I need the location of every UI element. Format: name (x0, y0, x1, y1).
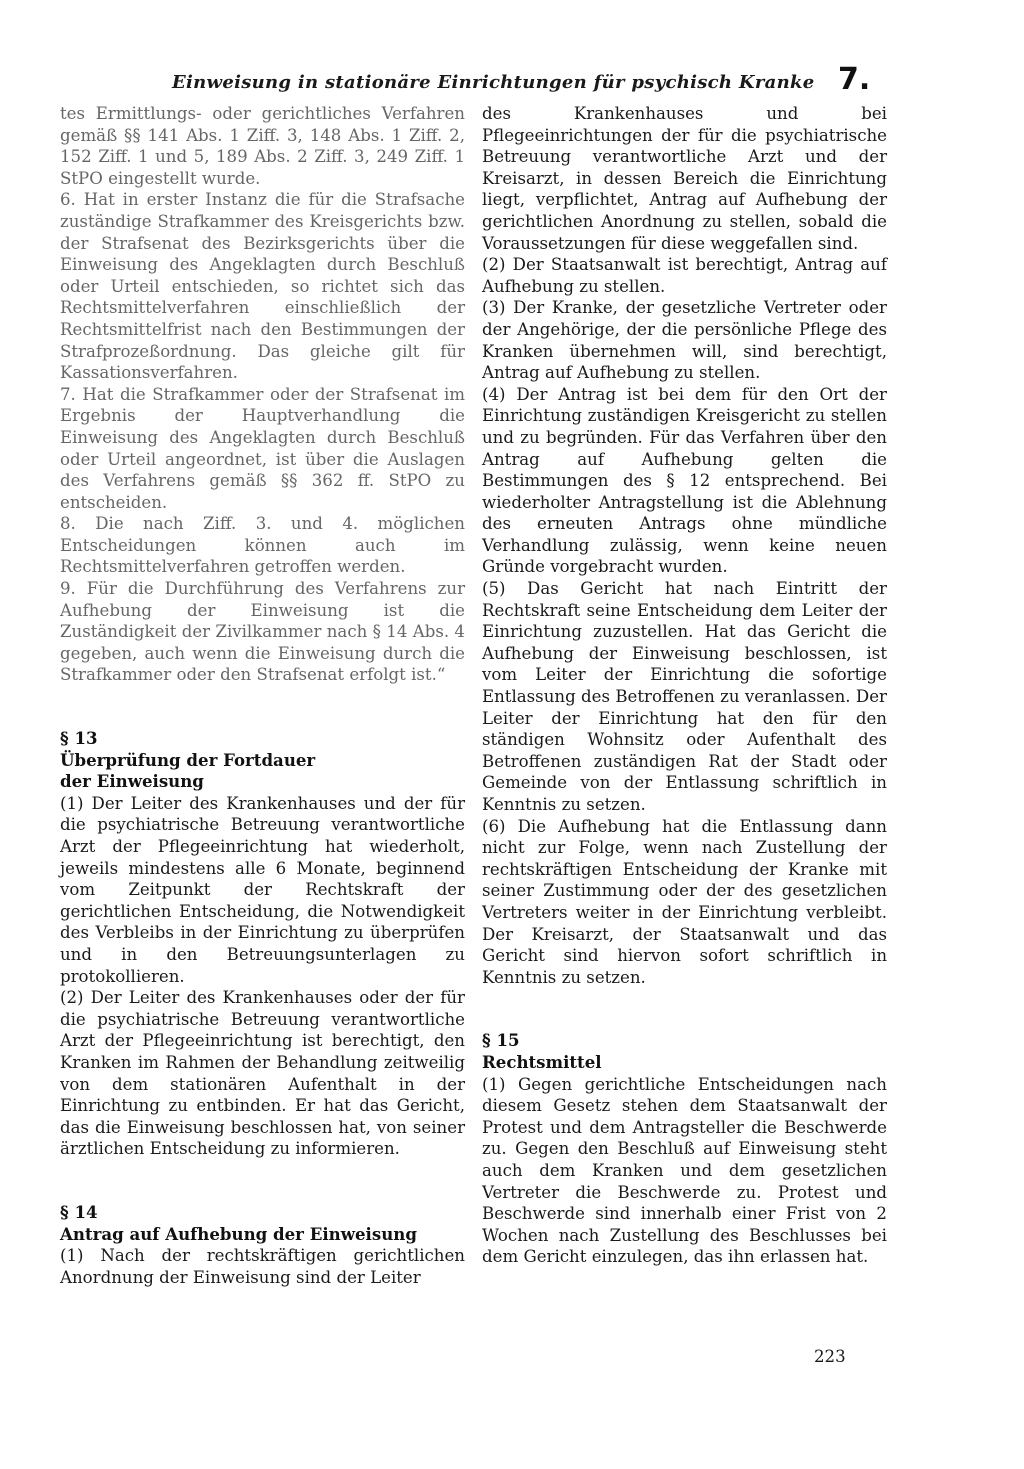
section-14-continued (482, 103, 887, 988)
section-paragraph: (1) Gegen gerichtliche Entscheidungen nach diesem Gesetz stehen dem Staatsanwalt der Protest und dem Antragsteller die Beschwerde zu. Gegen den Beschluß auf Einweisung steht auch dem Kranken und dem gesetzlichen Vertreter die Beschwerde zu. Protest und Beschwerde sind innerhalb einer Frist von 2 Wochen nach Zustellung des Beschlusses bei dem Gericht einzulegen, das ihn erlassen hat. (482, 1074, 887, 1267)
quoted-paragraph: tes Ermittlungs- oder gerichtliches Verfahren gemäß §§ 141 Abs. 1 Ziff. 3, 148 Abs. 1 Ziff. 2, 152 Ziff. 1 und 5, 189 Abs. 2 Ziff. 3, 249 Ziff. 1 StPO eingestellt wurde. (60, 104, 465, 188)
section-paragraph: des Krankenhauses und bei Pflegeeinrichtungen der für die psychiatrische Betreuung verantwortliche Arzt und der Kreisarzt, in dessen Bereich die Einrichtung liegt, verpflichtet, Antrag auf Aufhebung der gerichtlichen Anordnung zu stellen, sobald die Voraussetzungen für diese weggefallen sind. (482, 104, 887, 253)
page-number: 223 (814, 1347, 846, 1366)
running-header (0, 62, 1024, 108)
section-title: Überprüfung der Fortdauer (60, 749, 316, 770)
section-title: der Einweisung (60, 771, 204, 792)
quoted-paragraph: 6. Hat in erster Instanz die für die Strafsache zuständige Strafkammer des Kreisgerichts bzw. der Strafsenat des Bezirksgerichts über die Einweisung des Angeklagten durch Beschluß oder Urteil entschieden, so richtet sich das Rechtsmittelverfahren einschließlich der Rechtsmittelfrist nach den Bestimmungen der Strafprozeßordnung. Das gleiche gilt für Kassationsverfahren. (60, 190, 465, 383)
section-paragraph: (5) Das Gericht hat nach Eintritt der Rechtskraft seine Entscheidung dem Leiter der Einrichtung zuzustellen. Hat das Gericht die Aufhebung der Einweisung beschlossen, ist vom Leiter der Einrichtung die sofortige Entlassung des Betroffenen zu veranlassen. Der Leiter der Einrichtung hat den für den ständigen Wohnsitz oder Aufenthalt des Betroffenen zuständigen Rat der Stadt oder Gemeinde von der Entlassung schriftlich in Kenntnis zu setzen. (482, 579, 887, 814)
section-paragraph: (4) Der Antrag ist bei dem für den Ort der Einrichtung zuständigen Kreisgericht zu stellen und zu begründen. Für das Verfahren über den Antrag auf Aufhebung gelten die Bestimmungen des § 12 entsprechend. Bei wiederholter Antragstellung ist die Ablehnung des erneuten Antrags ohne mündliche Verhandlung zulässig, wenn keine neuen Gründe vorgebracht wurden. (482, 384, 887, 577)
section-13 (60, 728, 465, 1160)
quoted-paragraph: 9. Für die Durchführung des Verfahrens zur Aufhebung der Einweisung ist die Zuständigkeit der Zivilkammer nach § 14 Abs. 4 gegeben, auch wenn die Einweisung durch die Strafkammer oder den Strafsenat erfolgt ist.“ (60, 579, 465, 685)
section-paragraph: (6) Die Aufhebung hat die Entlassung dann nicht zur Folge, wenn nach Zustellung der rechtskräftigen Entscheidung der Kranke mit seiner Zustimmung oder der des gesetzlichen Vertreters weiter in der Einrichtung verbleibt. Der Kreisarzt, der Staatsanwalt und das Gericht sind hiervon sofort schriftlich in Kenntnis zu setzen. (482, 816, 887, 987)
section-number: § 13 (60, 728, 98, 749)
section-paragraph: (3) Der Kranke, der gesetzliche Vertreter oder der Angehörige, der die persönliche Pflege des Kranken übernehmen will, sind berechtigt, Antrag auf Aufhebung zu stellen. (482, 298, 887, 383)
left-column (60, 103, 465, 1288)
section-paragraph: (1) Der Leiter des Krankenhauses und der für die psychiatrische Betreuung verantwortliche Arzt der Pflegeeinrichtung hat wiederholt, jeweils mindestens alle 6 Monate, beginnend vom Zeitpunkt der Rechtskraft der gerichtlichen Entscheidung, die Notwendigkeit des Verbleibs in der Einrichtung zu überprüfen und in den Betreuungsunterlagen zu protokollieren. (60, 793, 465, 986)
section-paragraph: (1) Nach der rechtskräftigen gerichtlichen Anordnung der Einweisung sind der Leiter (60, 1246, 465, 1287)
section-title: Rechtsmittel (482, 1051, 602, 1072)
section-title: Antrag auf Aufhebung der Einweisung (60, 1223, 417, 1244)
right-column (482, 103, 887, 1268)
section-15 (482, 1030, 887, 1268)
section-number: § 15 (482, 1030, 520, 1051)
section-number: § 14 (60, 1201, 98, 1222)
quoted-paragraph: 8. Die nach Ziff. 3. und 4. möglichen Entscheidungen können auch im Rechtsmittelverfahren getroffen werden. (60, 514, 465, 577)
section-paragraph: (2) Der Leiter des Krankenhauses oder der für die psychiatrische Betreuung verantwortliche Arzt der Pflegeeinrichtung ist berechtigt, den Kranken im Rahmen der Behandlung zeitweilig von dem stationären Aufenthalt in der Einrichtung zu entbinden. Er hat das Gericht, das die Einweisung beschlossen hat, von seiner ärztlichen Entscheidung zu informieren. (60, 988, 465, 1159)
section-paragraph: (2) Der Staatsanwalt ist berechtigt, Antrag auf Aufhebung zu stellen. (482, 255, 887, 296)
chapter-number: 7. (838, 62, 871, 97)
running-title: Einweisung in stationäre Einrichtungen für psychisch Kranke (172, 72, 815, 93)
quoted-paragraph: 7. Hat die Strafkammer oder der Strafsenat im Ergebnis der Hauptverhandlung die Einweisung des Angeklagten durch Beschluß oder Urteil angeordnet, ist über die Auslagen des Verfahrens gemäß §§ 362 ff. StPO zu entscheiden. (60, 384, 465, 512)
section-14 (60, 1202, 465, 1288)
